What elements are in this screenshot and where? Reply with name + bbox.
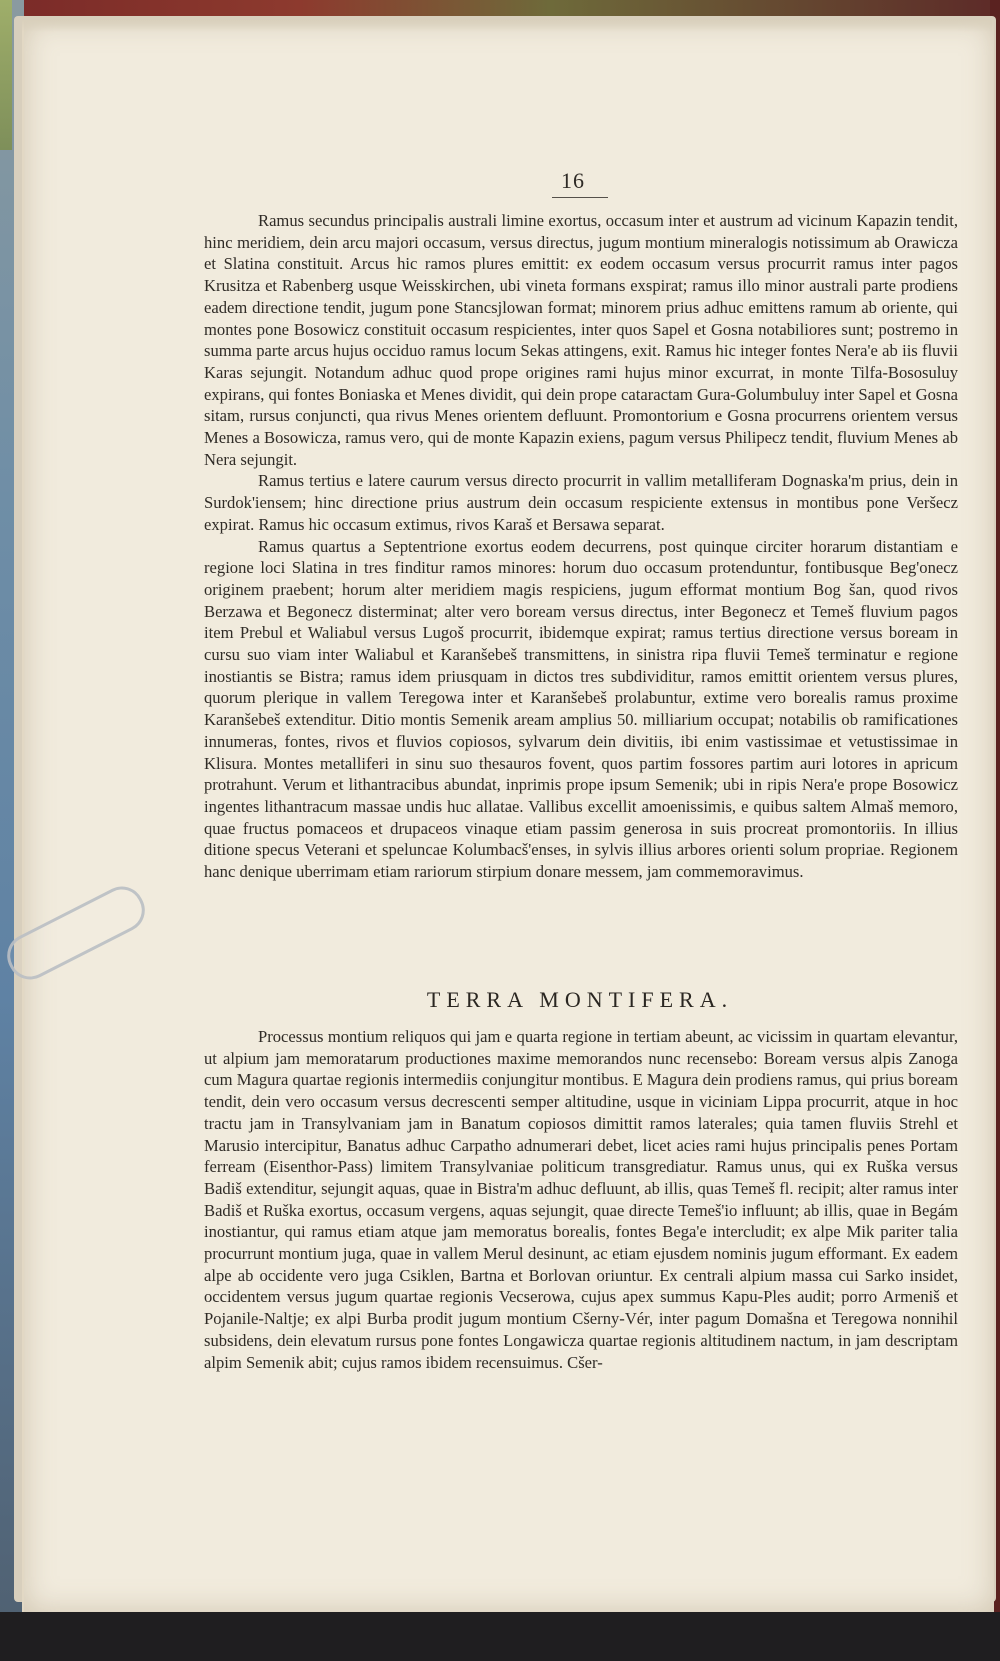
page-top-edge xyxy=(22,20,992,32)
section-body-2 xyxy=(204,1026,958,1373)
paragraph-processus-montium: Processus montium reliquos qui jam e quarta regione in tertiam abeunt, ac vicissim in quartam elevantur, ut alpium jam memoratarum productiones maxime memorandos nunc recensebo: Boream versus alpis Zanoga cum Magura quartae regionis intermediis conjungitur montibus. E Magura dein prodiens ramus, qui prius boream tendit, dein vero occasum versus decrescenti semper altitudine, usque in viciniam Lippa procurrit, atque in hoc tractu jam in Transylvaniam jam in Banatum copiosos dimittit ramos laterales; quia tamen fluviis Strehl et Marusio intercipitur, Banatus adhuc Carpatho adnumerari debet, licet acies rami hujus principalis penes Portam ferream (Eisenthor-Pass) limitem Transylvaniae politicum transgrediatur. Ramus unus, qui ex Ruška versus Badiš extenditur, sejungit aquas, quae in Bistra'm adhuc defluunt, ab illis, quas Temeš fl. recipit; alter ramus inter Badiš et Ruška exortus, occasum vergens, aquas sejungit, quae directe Temeš'io influunt; ab illis, quae in Begám inostiantur, qui ramus etiam atque jam memoratus borealis, fontes Bega'e intercludit; ex alpe Mik pariter talia procurrunt montium juga, quae in vallem Merul desinunt, ac etiam ejusdem nominis jugum efformant. Ex eadem alpe ab occidente vero juga Csiklen, Bartna et Borlovan oriuntur. Ex centrali alpium massa cui Sarko insidet, occidentem versus jugum quartae regionis Vecserowa, cujus apex summus Kapu-Ples audit; porro Armeniš et Pojanile-Naltje; ex alpi Burba prodit jugum montium Cšerny-Vér, inter pagum Domašna et Teregowa nonnihil subsidens, dein elevatum rursus pone fontes Longawicza quartae regionis altitudinem nactum, in jam descriptam alpim Semenik abit; cujus ramos ibidem recensuimus. Cšer- xyxy=(204,1027,958,1372)
paragraph-ramus-quartus: Ramus quartus a Septentrione exortus eodem decurrens, post quinque circiter horarum distantiam e regione loci Slatina in tres finditur ramos minores: horum duo occasum protenduntur, fontibusque Beg'onecz originem praebent; horum alter meridiem magis respiciens, jugum efformat montium Bog šan, quod rivos Berzawa et Begonecz disterminat; alter vero boream versus directus, inter Begonecz et Temeš fluvium pagos item Prebul et Waliabul versus Lugoš procurrit, ibidemque expirat; ramus tertius directione versus boream in cursu suo viam inter Waliabul et Karanšebeš transmittens, in sinistra ripa fluvii Temeš terminatur e regione inostiantis se Bistra; ramus idem priusquam in dictos tres subdividitur, ramos emittit orientem versus plures, quorum plerique in vallem Teregowa inter et Karanšebeš prolabuntur, extime vero borealis ramus proxime Karanšebeš extenditur. Ditio montis Semenik aream amplius 50. milliarium occupat; notabilis ob ramificationes innumeras, fontes, rivos et fluvios copiosos, sylvarum dein divitiis, ibi enim vastissimae et vetustissimae in Klisura. Montes metalliferi in sinu suo thesauros fovent, quos partim fossores partim auri lotores in apricum protrahunt. Verum et lithantracibus abundat, inprimis prope ipsum Semenik; ubi in ripis Nera'e prope Bosowicz ingentes lithantracum massae undis huc allatae. Vallibus excellit amoenissimis, e quibus saltem Almaš memoro, quae fructus pomaceos et drupaceos vinaque etiam passim generosa in suis procreat promontoriis. In illius ditione specus Veterani et speluncae Kolumbacš'enses, in sylvis illius arbores orienti solum propriae. Regionem hanc denique uberrimam etiam rariorum stirpium donare messem, jam commemoravimus. xyxy=(204,536,958,882)
section-heading: TERRA MONTIFERA. xyxy=(426,987,734,1012)
paragraph-ramus-tertius: Ramus tertius e latere caurum versus directo procurrit in vallim metalliferam Dognaska'm prius, dein in Surdok'iensem; hinc directione prius austrum dein occasum respiciente extensus in montibus pone Veršecz expirat. Ramus hic occasum extimus, rivos Karaš et Bersawa separat. xyxy=(204,471,958,534)
background-bottom-edge xyxy=(0,1612,1000,1661)
paper-clip xyxy=(0,879,152,987)
page-number: 16 xyxy=(561,168,585,193)
section-body-1 xyxy=(204,210,958,883)
paragraph-ramus-secundus: Ramus secundus principalis australi limine exortus, occasum inter et austrum ad vicinum Kapazin tendit, hinc meridiem, dein arcu majori occasum, versus directus, jugum montium mineralogis notissimum ab Orawicza et Slatina constituit. Arcus hic ramos plures emittit: ex eodem occasum versus procurrit ramus inter pagos Krusitza et Rabenberg usque Weisskirchen, ubi vineta formans exspirat; ramus illo minor australi parte prodiens eadem directione tendit, jugum pone Stancsjlowan format; minorem prius adhuc emittens ramum ab oriente, qui montes pone Bosowicz constituit occasum respicientes, inter quos Sapel et Gosna notabiliores sunt; postremo in summa parte arcus hujus occiduo ramus locum Sekas attingens, exit. Ramus hic integer fontes Nera'e ab iis fluvii Karas sejungit. Notandum adhuc quod prope origines rami hujus minor excurrat, in monte Tilfa-Bososuluy expirans, qui fontes Boniaska et Menes dividit, qui dein prope cataractam Gura-Golumbuluy inter Sapel et Gosna sitam, rursus conjuncti, qua rivus Menes orientem defluunt. Promontorium e Gosna procurrens orientem versus Menes a Bosowicza, ramus vero, qui de monte Kapazin exiens, pagum versus Philipecz tendit, fluvium Menes ab Nera sejungit. xyxy=(204,211,958,469)
background-left-corner xyxy=(0,0,12,150)
background-top-edge xyxy=(0,0,1000,16)
page-number-rule xyxy=(552,197,608,198)
